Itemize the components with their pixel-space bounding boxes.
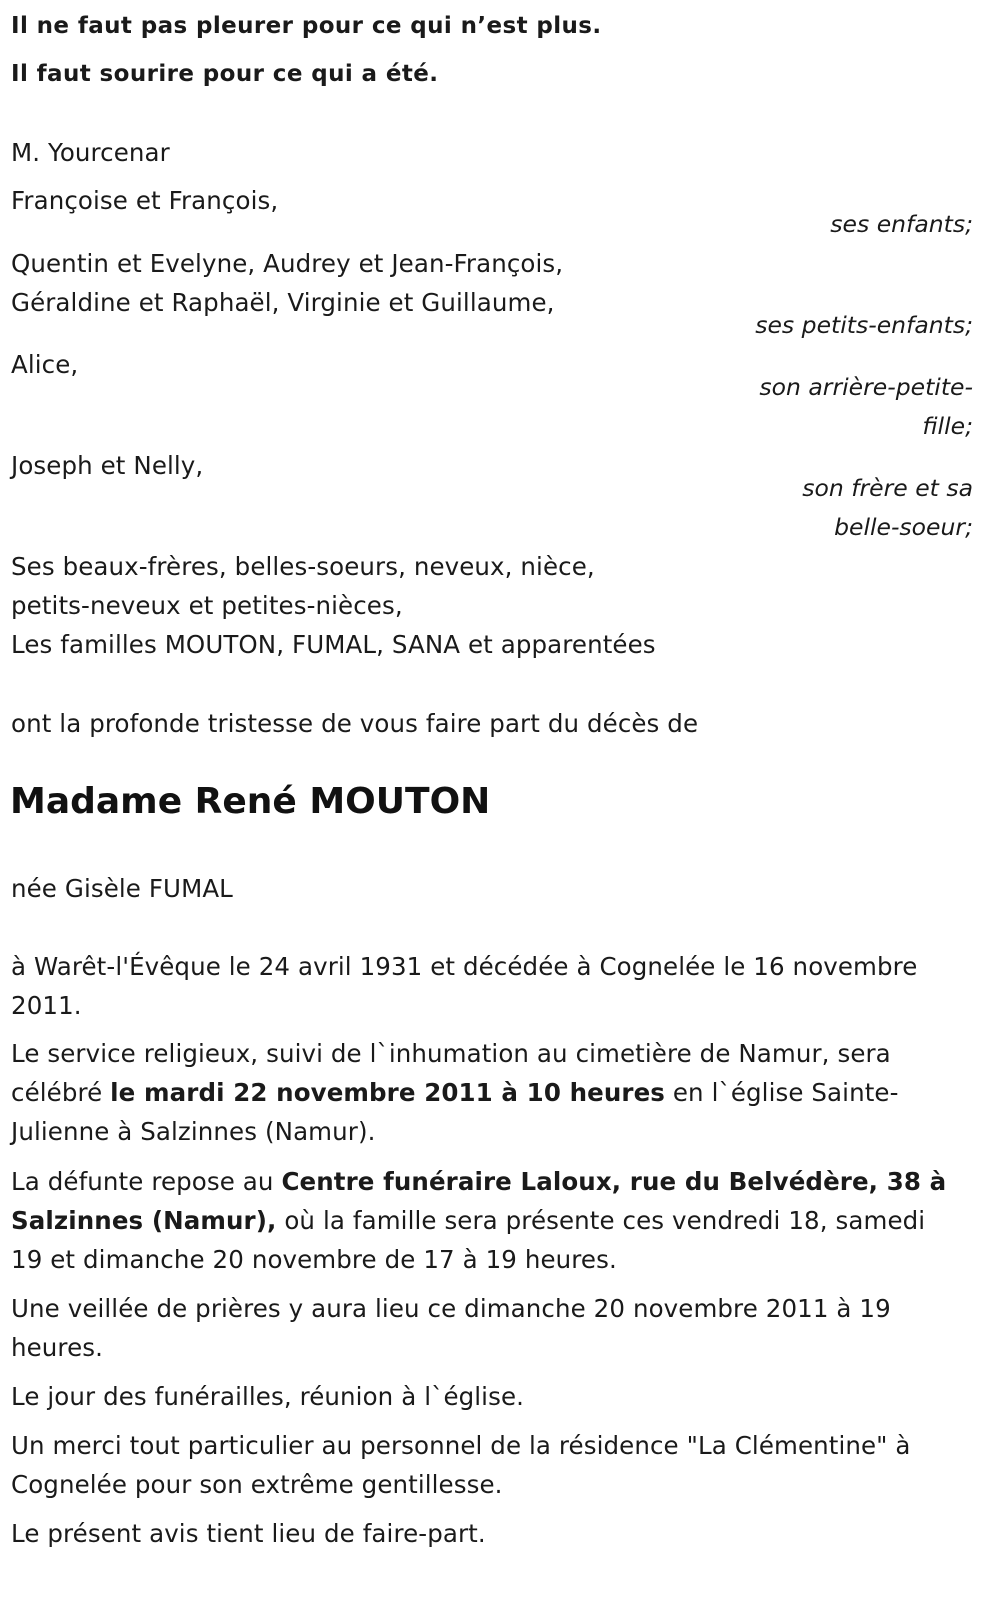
children-names: Françoise et François, bbox=[11, 186, 279, 215]
service-paragraph bbox=[11, 1034, 961, 1151]
rest-text-1: La défunte repose au bbox=[11, 1167, 282, 1196]
others-line-1: Ses beaux-frères, belles-soeurs, neveux, nièce, bbox=[11, 552, 595, 581]
great-grandchild-relation-line-1: son arrière-petite- bbox=[759, 373, 973, 401]
announcement: ont la profonde tristesse de vous faire part du décès de bbox=[11, 709, 699, 738]
great-grandchild-name: Alice, bbox=[11, 350, 79, 379]
grandchildren-line-2: Géraldine et Raphaël, Virginie et Guillaume, bbox=[11, 288, 555, 317]
thanks-paragraph: Un merci tout particulier au personnel de la résidence "La Clémentine" à Cognelée pour son extrême gentillesse. bbox=[11, 1431, 911, 1499]
quote-line-2: Il faut sourire pour ce qui a été. bbox=[11, 61, 439, 87]
closing-paragraph: Le présent avis tient lieu de faire-part. bbox=[11, 1519, 486, 1548]
service-date: le mardi 22 novembre 2011 à 10 heures bbox=[110, 1078, 665, 1107]
birth-death-paragraph: à Warêt-l'Évêque le 24 avril 1931 et décédée à Cognelée le 16 novembre 2011. bbox=[11, 952, 918, 1020]
others-line-2: petits-neveux et petites-nièces, bbox=[11, 591, 403, 620]
quote-line-1: Il ne faut pas pleurer pour ce qui n’est plus. bbox=[11, 13, 602, 39]
deceased-name: Madame René MOUTON bbox=[10, 781, 491, 822]
service-text-2: en l`église Sainte-Julienne à Salzinnes (Namur). bbox=[11, 1078, 899, 1146]
great-grandchild-relation-line-2: fille; bbox=[922, 412, 973, 440]
rest-paragraph bbox=[11, 1162, 961, 1279]
sibling-relation-line-2: belle-soeur; bbox=[834, 513, 973, 541]
service-text-1: Le service religieux, suivi de l`inhumation au cimetière de Namur, sera célébré bbox=[11, 1039, 891, 1107]
grandchildren-line-1: Quentin et Evelyne, Audrey et Jean-François, bbox=[11, 249, 564, 278]
maiden-name: née Gisèle FUMAL bbox=[11, 874, 233, 903]
rest-location: Centre funéraire Laloux, rue du Belvédère, 38 à Salzinnes (Namur), bbox=[11, 1167, 947, 1235]
others-line-3: Les familles MOUTON, FUMAL, SANA et apparentées bbox=[11, 630, 656, 659]
quote-author: M. Yourcenar bbox=[11, 138, 170, 167]
children-relation: ses enfants; bbox=[830, 210, 973, 238]
meeting-paragraph: Le jour des funérailles, réunion à l`église. bbox=[11, 1382, 525, 1411]
sibling-relation-line-1: son frère et sa bbox=[802, 474, 973, 502]
grandchildren-relation: ses petits-enfants; bbox=[755, 311, 973, 339]
rest-text-2: où la famille sera présente ces vendredi 18, samedi 19 et dimanche 20 novembre de 17 à 19 heures. bbox=[11, 1206, 926, 1274]
sibling-names: Joseph et Nelly, bbox=[11, 451, 204, 480]
vigil-paragraph: Une veillée de prières y aura lieu ce dimanche 20 novembre 2011 à 19 heures. bbox=[11, 1294, 891, 1362]
